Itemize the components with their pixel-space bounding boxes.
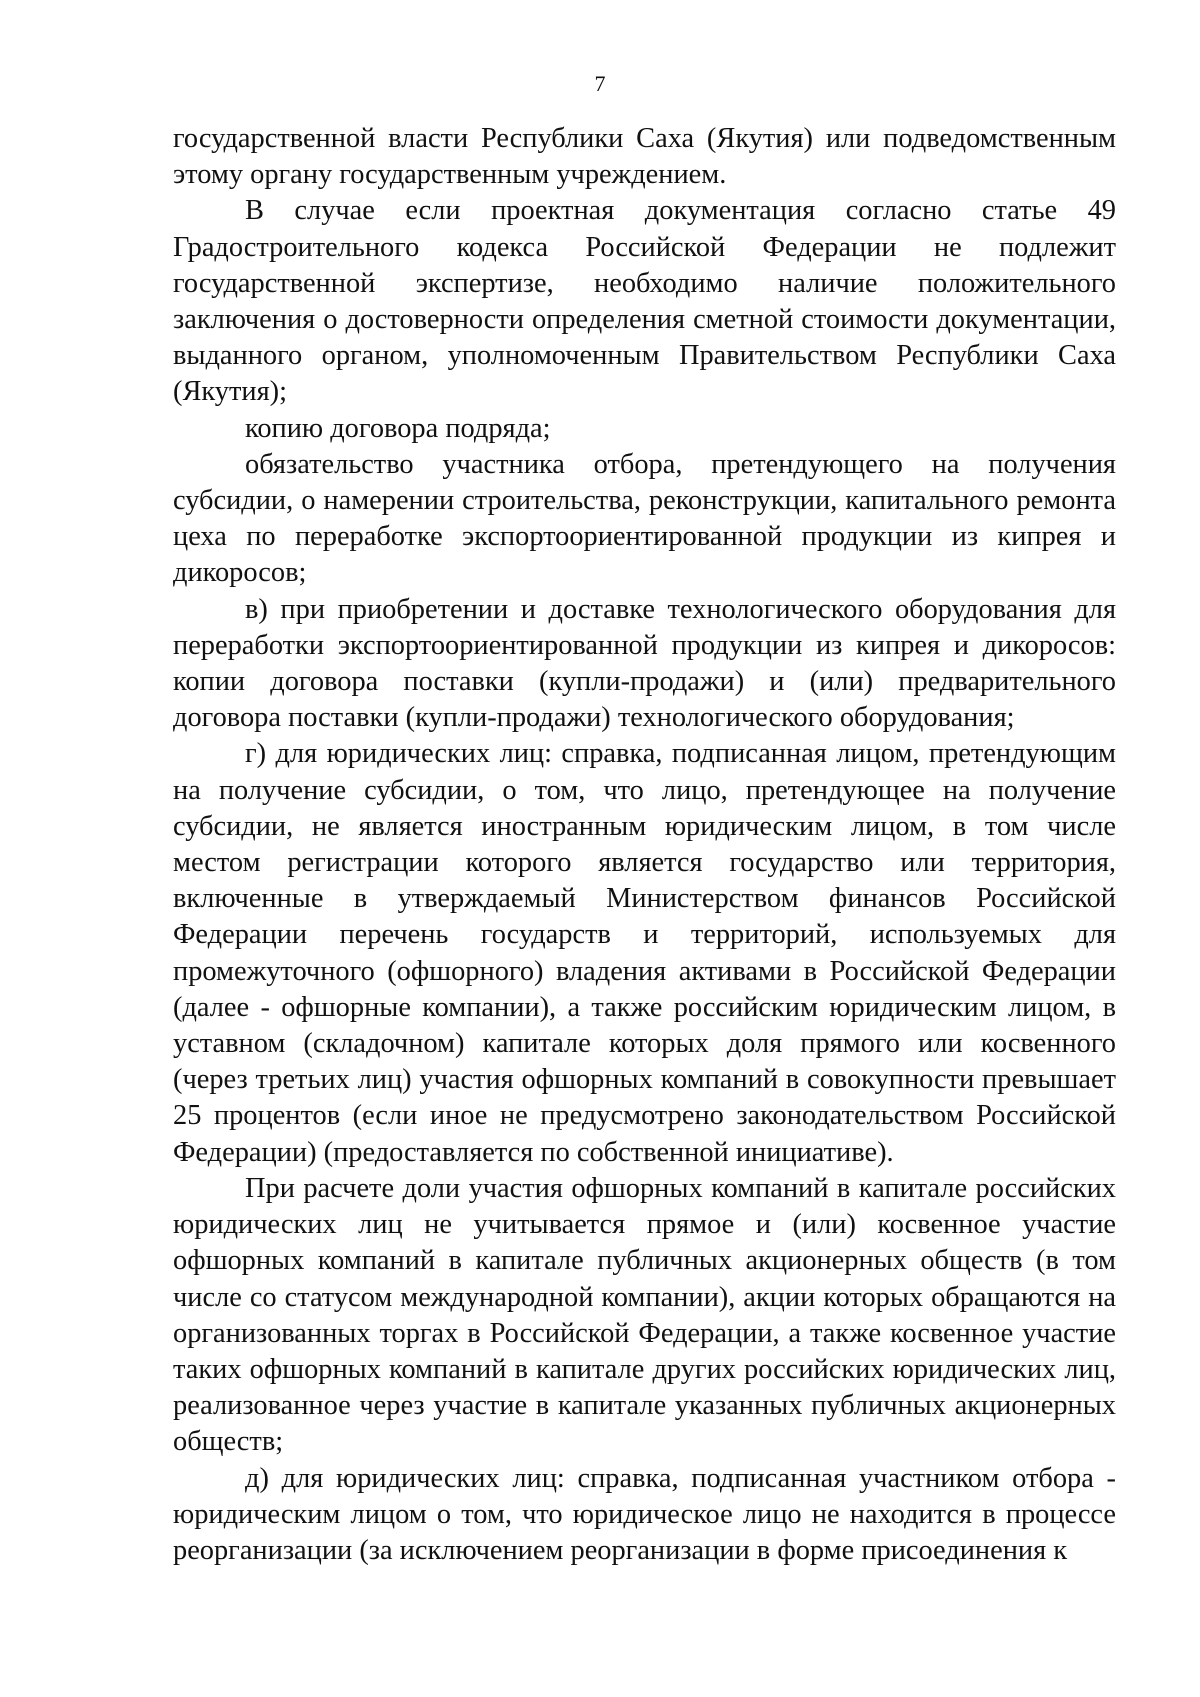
page-number: 7 — [594, 71, 606, 96]
paragraph-contract-copy: копию договора подряда; — [245, 412, 551, 444]
paragraph-continuation: государственной власти Республики Саха (Якутия) или подведомственным этому органу государственным учреждением. — [173, 123, 1116, 191]
paragraph-expertise-note: В случае если проектная документация согласно статье 49 Градостроительного кодекса Российской Федерации не подлежит государственной экспертизе, необходимо наличие положительного заключения о достоверности определения сметной стоимости документации, выданного органом, уполномоченным Правительством Республики Саха (Якутия); — [173, 195, 1116, 408]
paragraph-item-d: д) для юридических лиц: справка, подписанная участником отбора - юридическим лицом о том, что юридическое лицо не находится в процессе реорганизации (за исключением реорганизации в форме присоединения к — [173, 1462, 1116, 1566]
paragraph-offshore-calculation: При расчете доли участия офшорных компаний в капитале российских юридических лиц не учитывается прямое и (или) косвенное участие офшорных компаний в капитале публичных акционерных обществ (в том числе со статусом международной компании), акции которых обращаются на организованных торгах в Российской Федерации, а также косвенное участие таких офшорных компаний в капитале других российских юридических лиц, реализованное через участие в капитале указанных публичных акционерных обществ; — [173, 1172, 1116, 1458]
paragraph-item-g: г) для юридических лиц: справка, подписанная лицом, претендующим на получение субсидии, о том, что лицо, претендующее на получение субсидии, не является иностранным юридическим лицом, в том числе местом регистрации которого является государство или территория, включенные в утверждаемый Министерством финансов Российской Федерации перечень государств и территорий, используемых для промежуточного (офшорного) владения активами в Российской Федерации (далее - офшорные компании), а также российским юридическим лицом, в уставном (складочном) капитале которых доля прямого или косвенного (через третьих лиц) участия офшорных компаний в совокупности превышает 25 процентов (если иное не предусмотрено законодательством Российской Федерации) (предоставляется по собственной инициативе). — [173, 738, 1116, 1168]
paragraph-obligation: обязательство участника отбора, претендующего на получения субсидии, о намерении строительства, реконструкции, капитального ремонта цеха по переработке экспортоориентированной продукции из кипрея и дикоросов; — [173, 448, 1116, 589]
paragraph-item-v: в) при приобретении и доставке технологического оборудования для переработки экспортоориентированной продукции из кипрея и дикоросов: копии договора поставки (купли-продажи) и (или) предварительного договора поставки (купли-продажи) технологического оборудования; — [173, 593, 1116, 734]
document-body — [173, 121, 1116, 1569]
